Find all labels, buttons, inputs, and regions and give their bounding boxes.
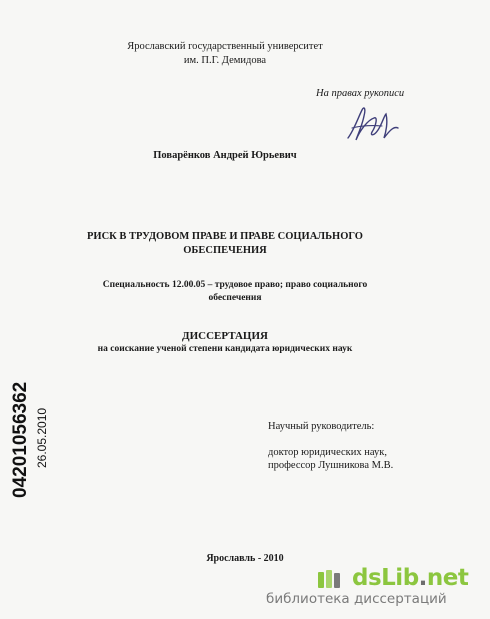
degree-subtitle: на соискание ученой степени кандидата юридических наук [97,344,353,354]
rights-note: На правах рукописи [316,88,405,99]
dslib-watermark[interactable] [258,565,469,615]
watermark-subtitle: библиотека диссертаций [266,591,447,607]
supervisor-name: профессор Лушникова М.В. [268,460,394,471]
watermark-brand [352,565,468,591]
stamp-number: 04201056362 [10,381,31,498]
title-line-2: ОБЕСПЕЧЕНИЯ [183,245,267,256]
supervisor-info [268,446,393,472]
specialty [85,279,385,305]
author-name: Поварёнков Андрей Юрьевич [153,150,297,161]
university-named-after: им. П.Г. Демидова [183,55,267,66]
document-type: ДИССЕРТАЦИЯ [182,330,268,342]
brand-dot: . [418,565,427,591]
university-name: Ярославский государственный университет [127,41,323,52]
title-line-1: РИСК В ТРУДОВОМ ПРАВЕ И ПРАВЕ СОЦИАЛЬНОГО [87,231,363,242]
university-heading [0,40,450,68]
supervisor-degree: доктор юридических наук, [268,447,387,458]
books-icon [316,568,346,590]
specialty-line-2: обеспечения [208,293,262,303]
specialty-line-1: Специальность 12.00.05 – трудовое право; право социального [102,280,368,290]
handwritten-signature [340,100,410,148]
city-and-year: Ярославль - 2010 [206,553,284,564]
registration-stamp [4,350,48,500]
dissertation-title [0,230,450,258]
brand-main: dsLib [352,565,419,591]
brand-tld: net [426,565,469,591]
stamp-date: 26.05.2010 [35,407,49,468]
supervisor-label: Научный руководитель: [268,421,375,432]
